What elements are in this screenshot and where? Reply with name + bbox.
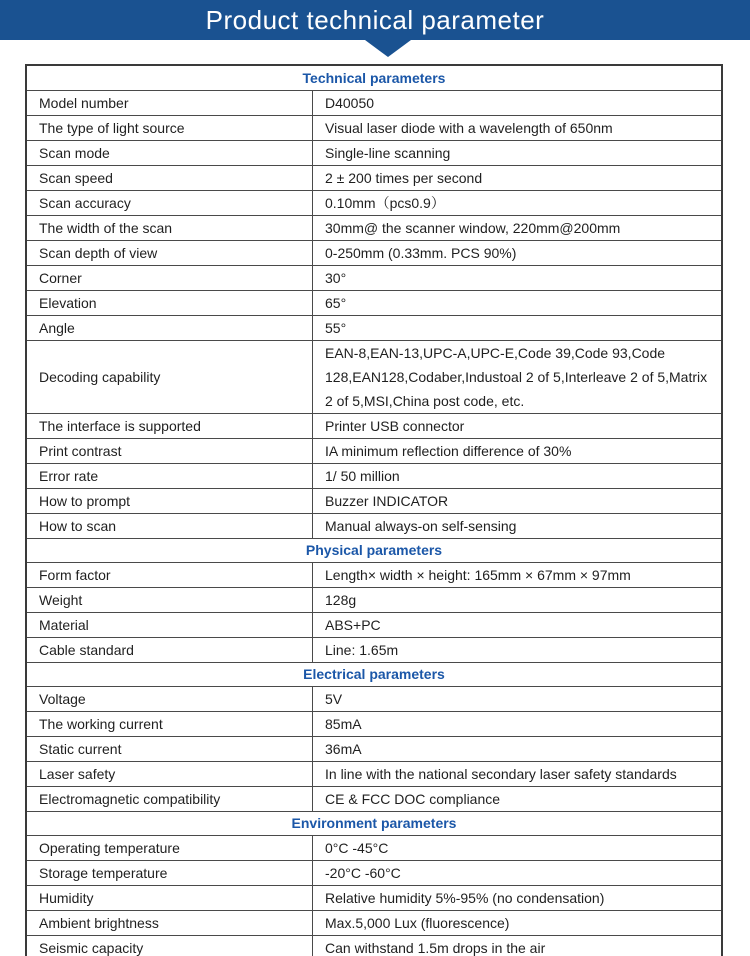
table-row — [27, 910, 721, 935]
param-value: D40050 — [312, 91, 721, 115]
triangle-down-icon — [365, 40, 411, 57]
table-row — [27, 115, 721, 140]
table-row — [27, 90, 721, 115]
param-value: 0.10mm（pcs0.9） — [312, 191, 721, 215]
table-row — [27, 711, 721, 736]
param-label: Seismic capacity — [39, 940, 144, 956]
param-value: Printer USB connector — [312, 414, 721, 438]
param-value: ABS+PC — [312, 613, 721, 637]
param-value: Single-line scanning — [312, 141, 721, 165]
table-row — [27, 935, 721, 956]
table-row — [27, 315, 721, 340]
table-row — [27, 587, 721, 612]
table-row — [27, 761, 721, 786]
param-label: The type of light source — [39, 120, 185, 136]
param-value: EAN-8,EAN-13,UPC-A,UPC-E,Code 39,Code 93,Code 128,EAN128,Codaber,Industoal 2 of 5,Interleave 2 of 5,Matrix 2 of 5,MSI,China post code, etc. — [312, 341, 721, 413]
param-value: 0-250mm (0.33mm. PCS 90%) — [312, 241, 721, 265]
param-label: Scan accuracy — [39, 195, 131, 211]
table-row — [27, 736, 721, 761]
param-value: CE & FCC DOC compliance — [312, 787, 721, 811]
table-row — [27, 637, 721, 662]
param-label: Scan speed — [39, 170, 113, 186]
section-header-environment-parameters: Environment parameters — [27, 811, 721, 835]
param-label: How to prompt — [39, 493, 131, 509]
table-row — [27, 513, 721, 538]
param-value: 5V — [312, 687, 721, 711]
param-label: The working current — [39, 716, 163, 732]
param-label: Corner — [39, 270, 82, 286]
param-value: Manual always-on self-sensing — [312, 514, 721, 538]
table-row — [27, 265, 721, 290]
param-label: How to scan — [39, 518, 117, 534]
table-row — [27, 413, 721, 438]
param-value: -20°C -60°C — [312, 861, 721, 885]
table-row — [27, 686, 721, 711]
table-row — [27, 562, 721, 587]
section-header-technical-parameters: Technical parameters — [302, 69, 446, 86]
param-label: Laser safety — [39, 766, 116, 782]
param-label: The interface is supported — [39, 418, 201, 434]
param-value: 2 ± 200 times per second — [312, 166, 721, 190]
param-value: Length× width × height: 165mm × 67mm × 97mm — [312, 563, 721, 587]
param-label: Form factor — [39, 567, 111, 583]
param-value: Line: 1.65m — [312, 638, 721, 662]
param-label: Cable standard — [39, 642, 134, 658]
table-row — [27, 463, 721, 488]
param-label: Operating temperature — [39, 840, 180, 856]
param-value: IA minimum reflection difference of 30% — [312, 439, 721, 463]
param-value: In line with the national secondary laser safety standards — [312, 762, 721, 786]
param-value: 30mm@ the scanner window, 220mm@200mm — [312, 216, 721, 240]
table-row — [27, 885, 721, 910]
table-row — [27, 488, 721, 513]
param-value: 85mA — [312, 712, 721, 736]
param-label: Humidity — [39, 890, 94, 906]
param-value: Relative humidity 5%-95% (no condensation) — [312, 886, 721, 910]
table-row — [27, 438, 721, 463]
table-row — [27, 165, 721, 190]
parameters-table — [25, 64, 723, 956]
param-label: Angle — [39, 320, 75, 336]
param-label: Model number — [39, 95, 129, 111]
table-row — [27, 786, 721, 811]
param-value: 30° — [312, 266, 721, 290]
param-label: Scan depth of view — [39, 245, 158, 261]
param-value: 36mA — [312, 737, 721, 761]
param-label: Decoding capability — [39, 369, 161, 385]
table-row — [27, 612, 721, 637]
page-title: Product technical parameter — [205, 4, 545, 35]
param-value: 65° — [312, 291, 721, 315]
param-label: Material — [39, 617, 89, 633]
param-label: Scan mode — [39, 145, 110, 161]
title-banner — [0, 0, 750, 40]
param-label: Print contrast — [39, 443, 122, 459]
param-value: 128g — [312, 588, 721, 612]
param-label: The width of the scan — [39, 220, 173, 236]
table-row — [27, 215, 721, 240]
table-row — [27, 340, 721, 413]
table-row — [27, 290, 721, 315]
param-value: Max.5,000 Lux (fluorescence) — [312, 911, 721, 935]
param-value: Visual laser diode with a wavelength of 650nm — [312, 116, 721, 140]
param-label: Storage temperature — [39, 865, 168, 881]
param-value: 1/ 50 million — [312, 464, 721, 488]
param-label: Electromagnetic compatibility — [39, 791, 221, 807]
param-label: Weight — [39, 592, 83, 608]
param-value: 0°C -45°C — [312, 836, 721, 860]
section-header-electrical-parameters: Electrical parameters — [27, 662, 721, 686]
param-value: Can withstand 1.5m drops in the air — [312, 936, 721, 956]
param-label: Ambient brightness — [39, 915, 159, 931]
param-value: Buzzer INDICATOR — [312, 489, 721, 513]
param-value: 55° — [312, 316, 721, 340]
table-row — [27, 860, 721, 885]
table-row — [27, 240, 721, 265]
param-label: Error rate — [39, 468, 99, 484]
table-row — [27, 835, 721, 860]
table-row — [27, 140, 721, 165]
param-label: Elevation — [39, 295, 97, 311]
table-row — [27, 190, 721, 215]
section-header-physical-parameters: Physical parameters — [27, 538, 721, 562]
param-label: Voltage — [39, 691, 86, 707]
param-label: Static current — [39, 741, 122, 757]
